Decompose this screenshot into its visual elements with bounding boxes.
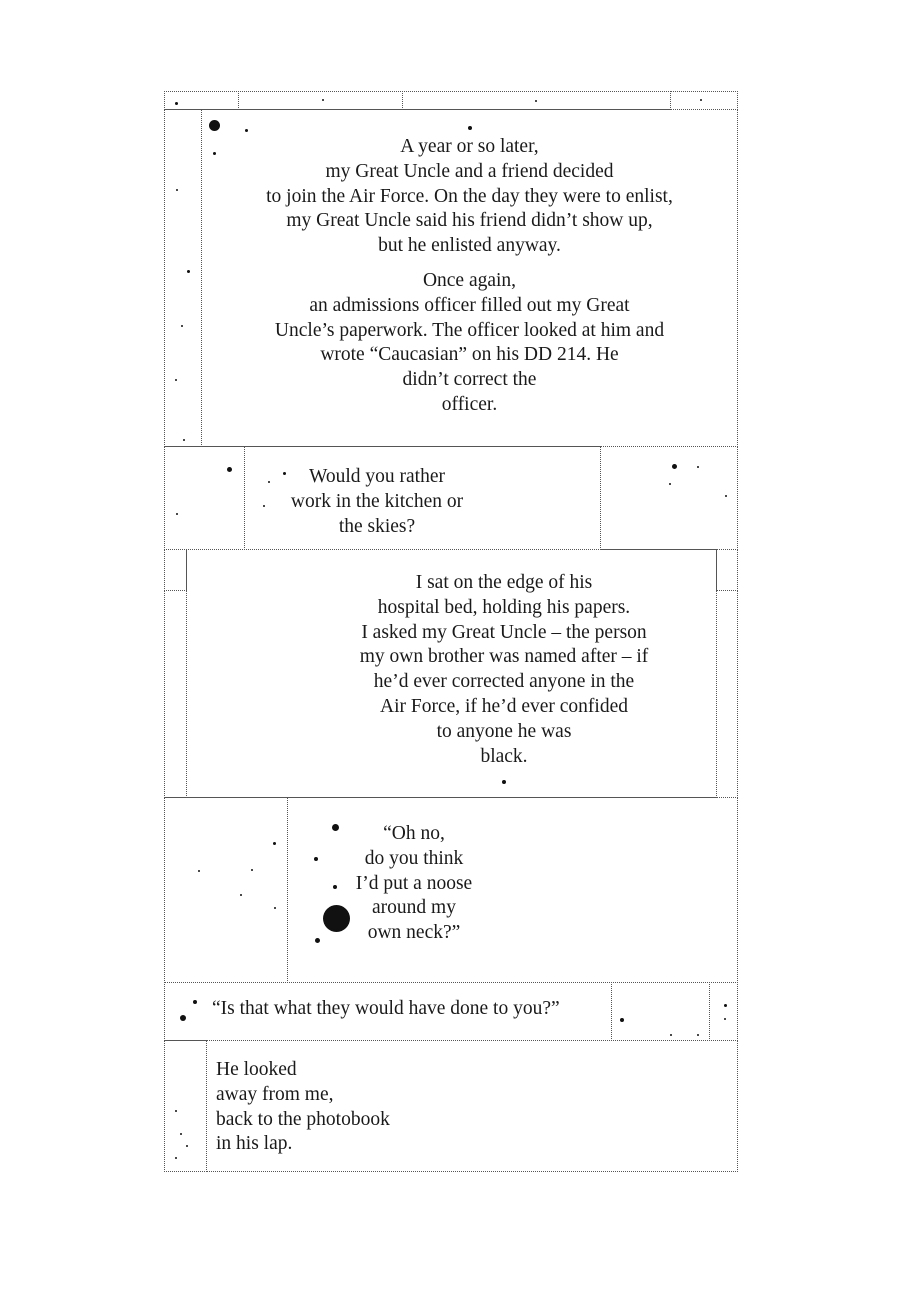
poem-line: didn’t correct the (402, 369, 537, 391)
poem-line: to join the Air Force. On the day they were to enlist, (266, 185, 673, 207)
ink-dot (180, 1015, 186, 1021)
grid-cell (164, 1040, 207, 1172)
poem-line: in his lap. (216, 1133, 293, 1155)
grid-cell (670, 91, 738, 110)
stanza-1 (202, 135, 737, 418)
ink-dot (198, 870, 200, 872)
poem-line: I sat on the edge of his (415, 572, 593, 593)
grid-cell (164, 446, 245, 550)
ink-dot (620, 1018, 624, 1022)
ink-dot (669, 483, 671, 485)
ink-dot (181, 325, 183, 327)
grid-cell (164, 590, 187, 798)
ink-dot (180, 1133, 182, 1135)
ink-dot (672, 464, 677, 469)
poem-line: he’d ever corrected anyone in the (373, 671, 635, 693)
poem-line: an admissions officer filled out my Great (309, 294, 630, 316)
grid-cell (600, 446, 738, 550)
ink-dot (245, 129, 248, 132)
ink-dot (724, 1004, 727, 1007)
ink-dot (175, 102, 178, 105)
grid-cell (164, 109, 202, 447)
ink-dot (187, 270, 190, 273)
stanza-2 (267, 465, 487, 539)
ink-dot (314, 857, 318, 861)
poem-line: Once again, (422, 269, 517, 291)
ink-dot (175, 1110, 177, 1112)
poem-line: I asked my Great Uncle – the person (361, 621, 647, 643)
ink-dot (670, 1034, 672, 1036)
poem-line: back to the photobook (216, 1108, 390, 1130)
ink-dot (176, 189, 178, 191)
poem-line: Air Force, if he’d ever confided (380, 695, 628, 717)
ink-dot (283, 472, 286, 475)
poem-line: around my (372, 897, 456, 919)
ink-dot (323, 905, 350, 932)
poem-line: wrote “Caucasian” on his DD 214. He (320, 344, 619, 366)
ink-dot (186, 1145, 188, 1147)
ink-dot (315, 938, 320, 943)
poem-line: Would you rather (309, 466, 445, 487)
grid-cell (716, 549, 738, 591)
poem-line: my Great Uncle said his friend didn’t show up, (286, 210, 653, 232)
poem-line: my own brother was named after – if (359, 646, 649, 668)
poem-line: to anyone he was (436, 720, 572, 742)
ink-dot (251, 869, 253, 871)
stanza-3 (334, 571, 674, 769)
ink-dot (213, 152, 216, 155)
poem-line: I’d put a noose (355, 872, 473, 894)
poem-line: do you think (364, 847, 464, 869)
ink-dot (502, 780, 506, 784)
ink-dot (175, 1157, 177, 1159)
ink-dot (183, 439, 185, 441)
ink-dot (322, 99, 324, 101)
poem-line: my Great Uncle and a friend decided (325, 160, 614, 182)
poem-line: “Oh no, (383, 823, 445, 844)
ink-dot (273, 842, 276, 845)
grid-cell (238, 91, 403, 110)
ink-dot (227, 467, 232, 472)
ink-dot (240, 894, 242, 896)
grid-cell (716, 590, 738, 798)
grid-cell (164, 549, 187, 591)
stanza-6 (216, 1058, 516, 1157)
ink-dot (700, 99, 702, 101)
grid-cell (611, 982, 710, 1041)
ink-dot (468, 126, 472, 130)
poem-line: officer. (441, 393, 498, 415)
grid-cell (164, 91, 239, 110)
ink-dot (209, 120, 220, 131)
poem-line: work in the kitchen or (290, 490, 464, 512)
poem-line: the skies? (338, 515, 416, 537)
poem-line: A year or so later, (400, 136, 539, 157)
ink-dot (263, 505, 265, 507)
grid-cell (164, 797, 288, 983)
poem-line: hospital bed, holding his papers. (377, 596, 631, 618)
ink-dot (333, 885, 337, 889)
ink-dot (535, 100, 537, 102)
poem-line: own neck?” (367, 922, 461, 944)
poem-line: black. (480, 745, 528, 767)
ink-dot (176, 513, 178, 515)
ink-dot (274, 907, 276, 909)
poem-line: away from me, (216, 1083, 334, 1105)
poem-line: Uncle’s paperwork. The officer looked at him and (274, 319, 665, 341)
ink-dot (332, 824, 339, 831)
poem-line: “Is that what they would have done to you?” (212, 998, 560, 1019)
poem-line: He looked (216, 1059, 297, 1080)
ink-dot (724, 1018, 726, 1020)
ink-dot (697, 1034, 699, 1036)
ink-dot (175, 379, 177, 381)
stanza-4 (334, 822, 494, 946)
ink-dot (193, 1000, 197, 1004)
stanza-5 (212, 997, 607, 1022)
ink-dot (725, 495, 727, 497)
poem-line: but he enlisted anyway. (378, 235, 561, 257)
ink-dot (697, 466, 699, 468)
grid-cell (709, 982, 738, 1041)
ink-dot (268, 481, 270, 483)
